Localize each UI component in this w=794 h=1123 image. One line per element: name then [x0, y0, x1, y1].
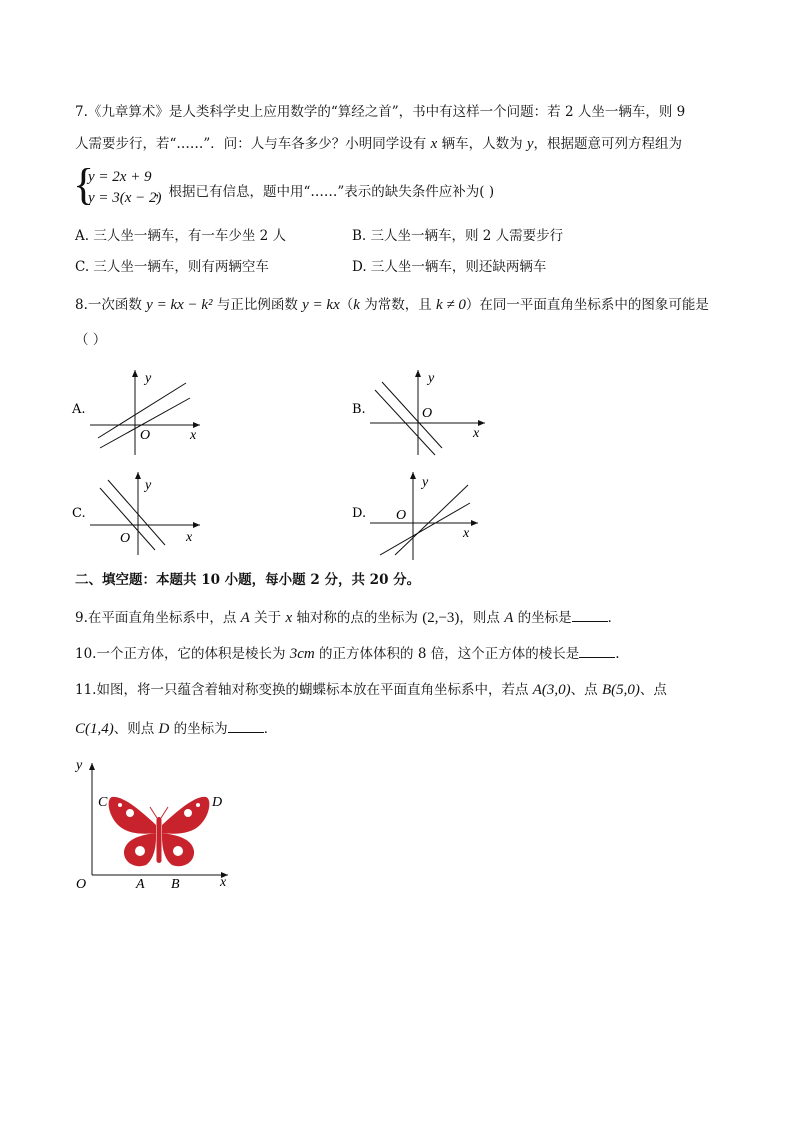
axis-x-label: x	[473, 426, 480, 441]
q7-option-a[interactable]: A. 三人坐一辆车，有一车少坐 2 人	[75, 228, 287, 244]
q7-text: 辆车，人数为	[437, 136, 527, 152]
axis-y-label: y	[145, 478, 152, 493]
q7-line1: 7.《九章算术》是人类科学史上应用数学的“算经之首”，书中有这样一个问题：若 2 人坐一辆车，则 9	[75, 104, 686, 120]
var-y: y	[526, 136, 534, 152]
point-d-label: D	[212, 795, 223, 810]
q10	[75, 643, 620, 664]
q11-text: 、点	[570, 682, 602, 698]
q8-text: 为常数，且	[359, 297, 437, 313]
point-c: C(1,4)	[75, 721, 114, 737]
axis-x-label: x	[220, 875, 227, 890]
q10-text: 10.一个正方体，它的体积是棱长为	[75, 646, 290, 662]
q8-line1	[75, 295, 709, 315]
axis-x-label: x	[186, 530, 193, 545]
answer-blank[interactable]	[572, 607, 608, 622]
q11-line2	[75, 718, 277, 739]
point-a: A	[504, 610, 514, 626]
condition: k ≠ 0	[436, 297, 466, 313]
point-a-label: A	[136, 877, 145, 892]
q8-text: 8.一次函数	[75, 297, 147, 313]
var-x: x	[285, 610, 293, 626]
var-k: k	[353, 297, 360, 313]
answer-blank[interactable]	[579, 643, 615, 658]
graph-b[interactable]	[370, 370, 485, 455]
axis-x-label: x	[463, 526, 470, 541]
function-1: y = kx − k²	[146, 297, 213, 313]
butterfly-icon	[109, 797, 210, 866]
graph-b-label: B.	[352, 402, 366, 417]
q8-line2: （ ）	[75, 332, 107, 348]
axis-y-label: y	[422, 475, 429, 490]
answer-blank[interactable]	[228, 718, 264, 733]
q7-text: ，根据题意可列方程组为	[533, 136, 683, 152]
point-c-label: C	[98, 795, 108, 810]
point-b: B(5,0)	[601, 682, 640, 698]
origin-label: O	[396, 508, 407, 523]
q7-option-d[interactable]: D. 三人坐一辆车，则还缺两辆车	[352, 259, 547, 275]
origin-label: O	[120, 531, 131, 546]
q7-option-c[interactable]: C. 三人坐一辆车，则有两辆空车	[75, 259, 269, 275]
q9-text: 的坐标是	[513, 610, 572, 626]
axis-y-label: y	[428, 371, 435, 386]
q11-text: 、点	[639, 682, 667, 698]
q9-text: ．	[607, 610, 622, 626]
axis-y-label: y	[76, 758, 83, 773]
var-x: x	[430, 136, 438, 152]
q7-option-b[interactable]: B. 三人坐一辆车，则 2 人需要步行	[352, 228, 564, 244]
q10-text: 的正方体体积的 8 倍，这个正方体的棱长是	[314, 646, 580, 662]
graph-d[interactable]	[370, 472, 478, 560]
q9-text: ，则点	[459, 610, 505, 626]
equation-2: y = 3(x − 2)	[88, 190, 162, 206]
q11-text: ．	[263, 721, 278, 737]
q7-text: 人需要步行，若“……”．问：人与车各多少？小明同学设有	[75, 136, 431, 152]
q8-text: （	[339, 297, 354, 313]
q9	[75, 607, 621, 628]
section-2-heading: 二、填空题：本题共 10 小题，每小题 2 分，共 20 分。	[75, 572, 421, 588]
point-a: A	[240, 610, 250, 626]
unit: 3cm	[289, 646, 315, 662]
equation-1: y = 2x + 9	[88, 169, 152, 185]
graph-c-label: C.	[72, 506, 86, 521]
q8-text: ）在同一平面直角坐标系中的图象可能是	[465, 297, 709, 313]
point-d: D	[158, 721, 170, 737]
coord: (2,−3)	[422, 610, 460, 626]
q7-line2	[75, 134, 682, 154]
q11-text: 11.如图，将一只蕴含着轴对称变换的蝴蝶标本放在平面直角坐标系中，若点	[75, 682, 533, 698]
axis-y-label: y	[145, 371, 152, 386]
graph-c[interactable]	[90, 472, 200, 555]
q11-line1	[75, 680, 667, 700]
graph-a-label: A.	[72, 402, 86, 417]
origin-label: O	[140, 428, 151, 443]
origin-label: O	[422, 406, 433, 421]
q10-text: .	[615, 646, 620, 662]
q7-line3: ，根据已有信息，题中用“……”表示的缺失条件应补为( )	[155, 184, 495, 200]
q9-text: 轴对称的点的坐标为	[292, 610, 423, 626]
q11-text: 、则点	[113, 721, 159, 737]
equation-brace: {	[73, 160, 95, 209]
q9-text: 9.在平面直角坐标系中，点	[75, 610, 241, 626]
butterfly-figure	[70, 755, 310, 895]
q11-text: 的坐标为	[169, 721, 228, 737]
origin-label: O	[76, 877, 87, 892]
graph-a[interactable]	[90, 370, 200, 455]
q9-text: 关于	[249, 610, 286, 626]
q8-text: 与正比例函数	[212, 297, 303, 313]
axis-x-label: x	[190, 428, 197, 443]
point-a: A(3,0)	[532, 682, 571, 698]
point-b-label: B	[171, 877, 180, 892]
function-2: y = kx	[302, 297, 340, 313]
graph-d-label: D.	[352, 506, 367, 521]
